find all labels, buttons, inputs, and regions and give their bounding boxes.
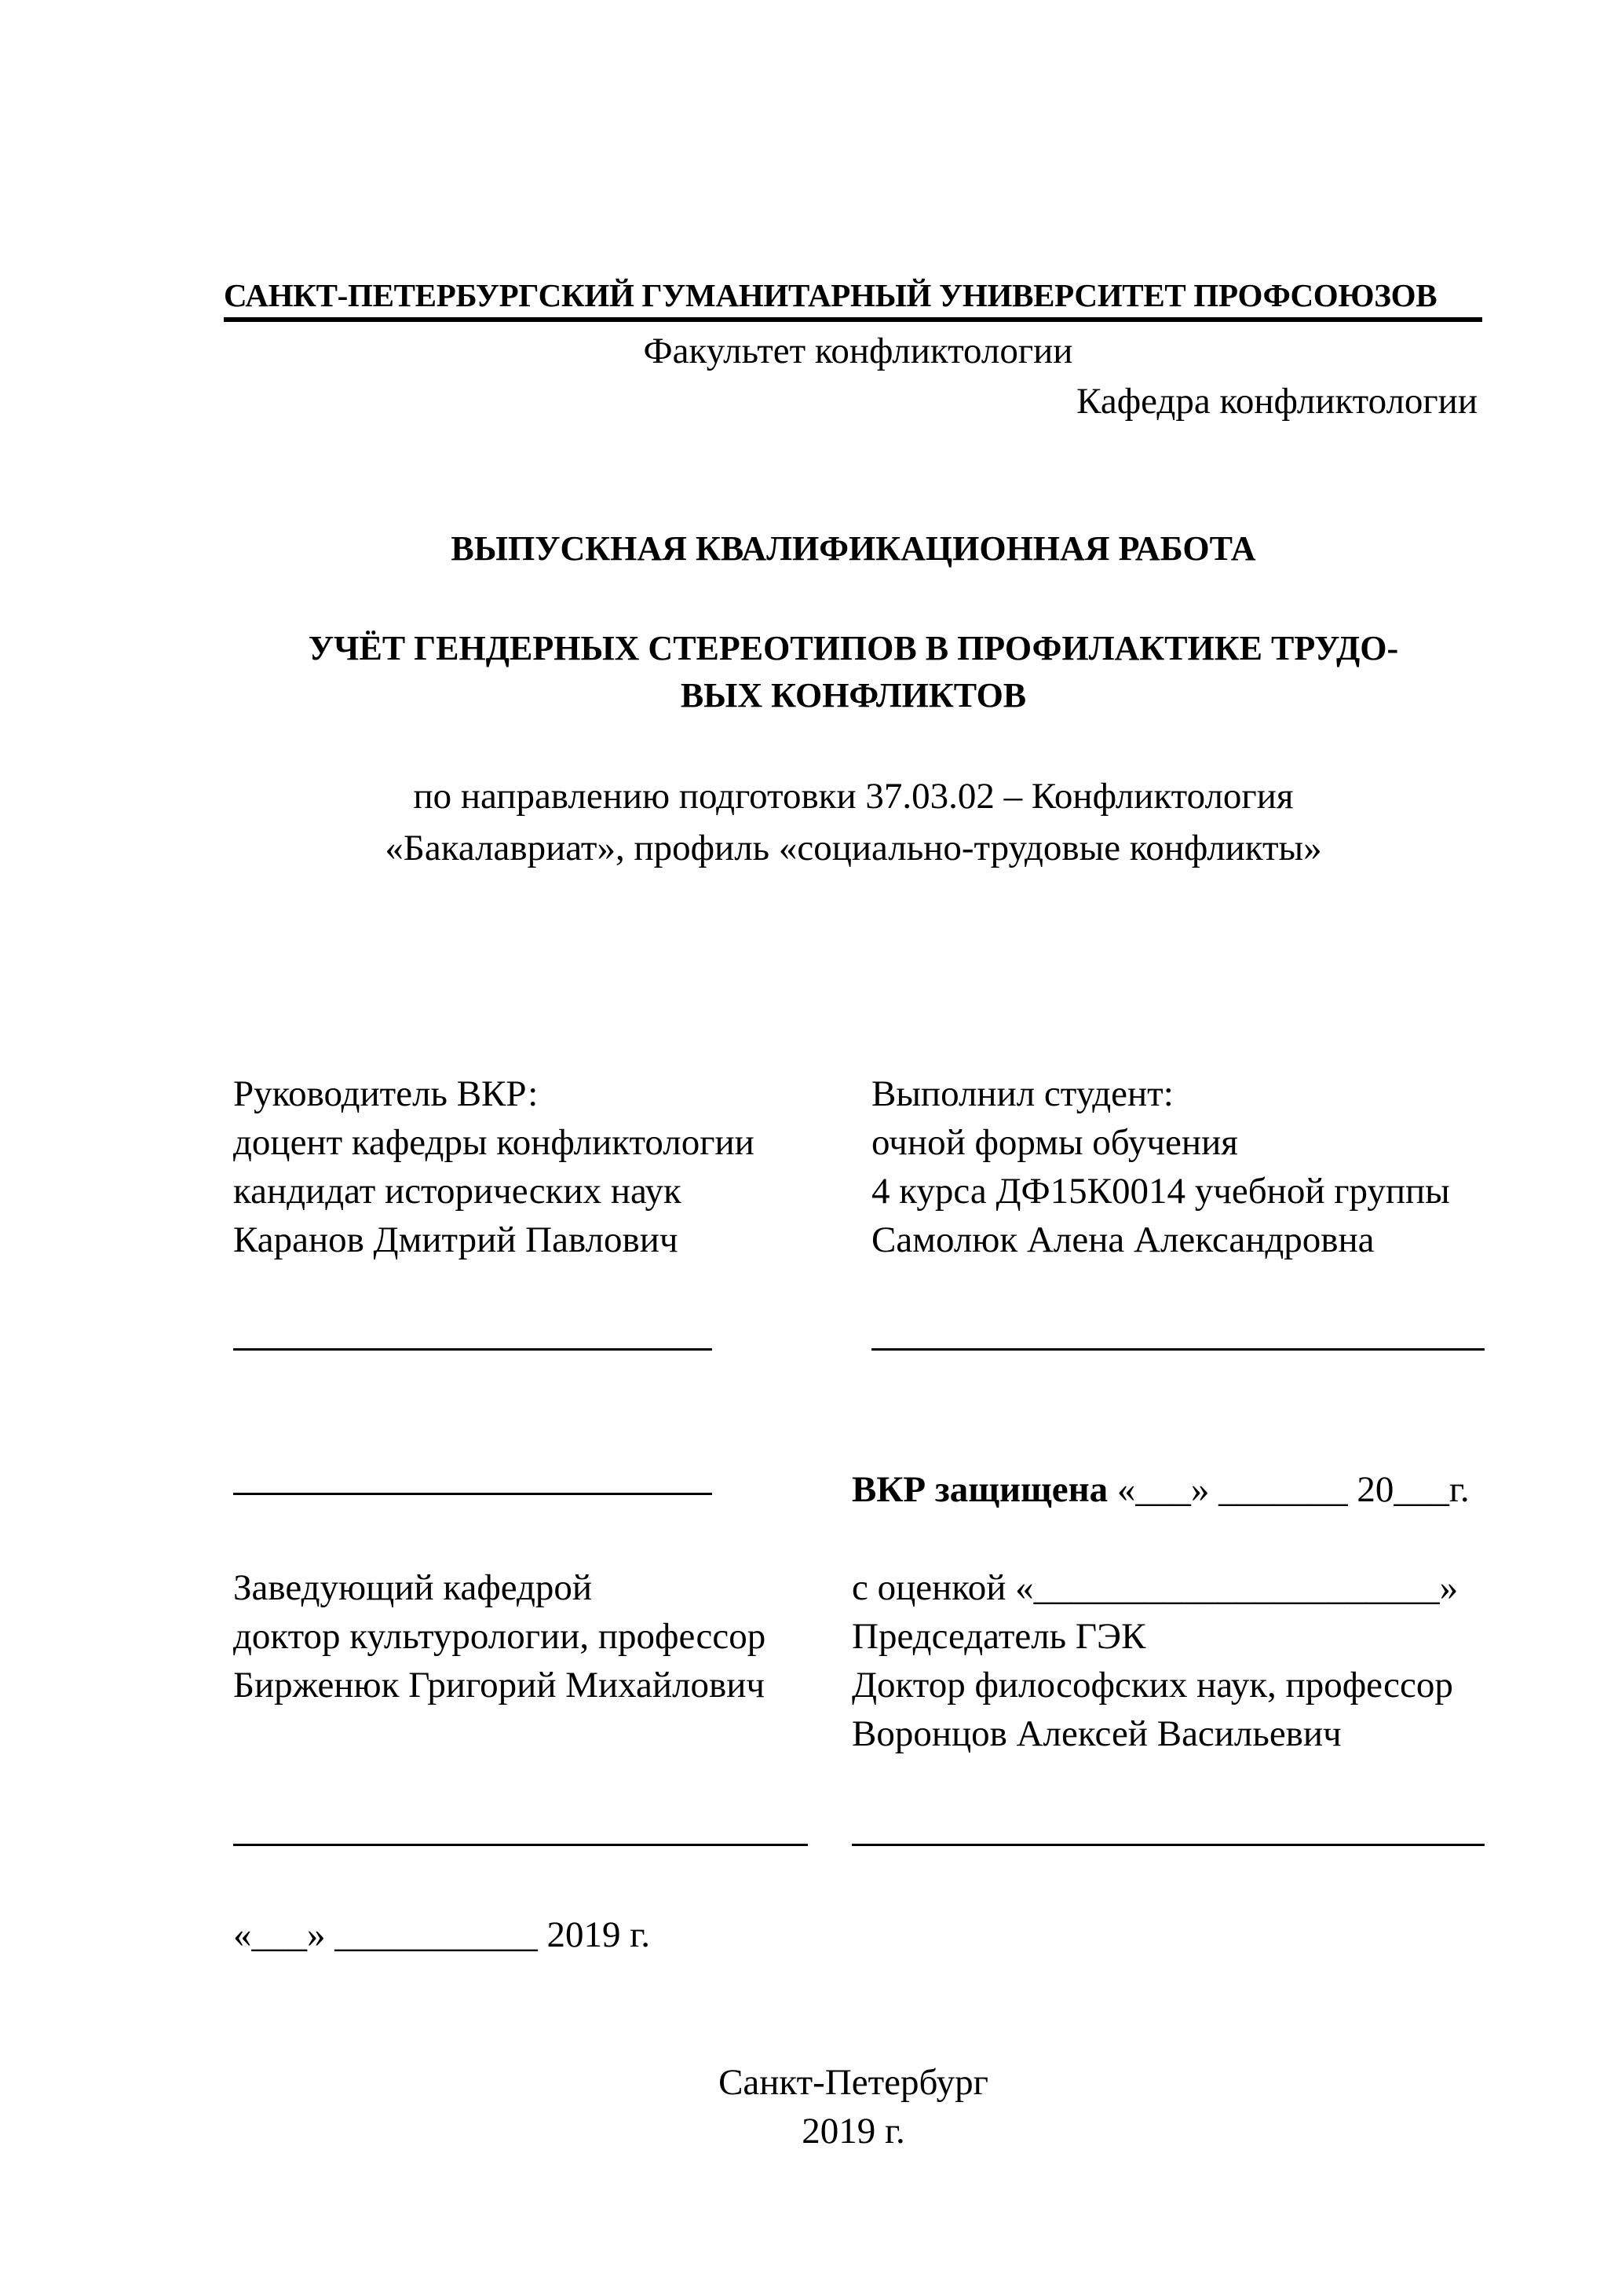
chair-label: Председатель ГЭК xyxy=(852,1616,1146,1657)
head-name: Бирженюк Григорий Михайлович xyxy=(233,1665,765,1706)
student-block xyxy=(871,1069,1450,1264)
document-type: ВЫПУСКНАЯ КВАЛИФИКАЦИОННАЯ РАБОТА xyxy=(451,529,1256,568)
chair-signature-line xyxy=(852,1844,1485,1846)
university-name: САНКТ-ПЕТЕРБУРГСКИЙ ГУМАНИТАРНЫЙ УНИВЕРСИТЕТ ПРОФСОЮЗОВ xyxy=(224,277,1438,313)
head-signature-line xyxy=(233,1844,808,1846)
supervisor-signature-line xyxy=(233,1348,712,1351)
head-degree: доктор культурологии, профессор xyxy=(233,1616,766,1657)
supervisor-name: Каранов Дмитрий Павлович xyxy=(233,1219,678,1260)
defense-date-blank: «___» _______ 20___г. xyxy=(1116,1469,1470,1510)
year: 2019 г. xyxy=(802,2111,905,2152)
grade-blank: с оценкой «______________________» xyxy=(852,1567,1459,1608)
direction-line-1: по направлению подготовки 37.03.02 – Конфликтология xyxy=(413,776,1294,817)
supervisor-degree: кандидат исторических наук xyxy=(233,1171,681,1212)
direction-line-2: «Бакалавриат», профиль «социально-трудовые конфликты» xyxy=(385,828,1322,868)
student-name: Самолюк Алена Александровна xyxy=(871,1219,1375,1260)
student-group: 4 курса ДФ15К0014 учебной группы xyxy=(871,1171,1450,1212)
chair-name: Воронцов Алексей Васильевич xyxy=(852,1713,1342,1754)
head-label: Заведующий кафедрой xyxy=(233,1567,593,1608)
department-name: Кафедра конфликтологии xyxy=(1076,381,1478,422)
header-divider xyxy=(224,317,1482,322)
head-block xyxy=(233,1563,765,1709)
head-date-line: «___» ___________ 2019 г. xyxy=(233,1914,650,1955)
supervisor-position: доцент кафедры конфликтологии xyxy=(233,1122,754,1163)
student-signature-line xyxy=(871,1348,1485,1351)
student-label: Выполнил студент: xyxy=(871,1073,1174,1114)
supervisor-block xyxy=(233,1069,754,1264)
topic-line-2: ВЫХ КОНФЛИКТОВ xyxy=(680,676,1027,715)
supervisor-date-line xyxy=(233,1493,712,1495)
topic-line-1: УЧЁТ ГЕНДЕРНЫХ СТЕРЕОТИПОВ В ПРОФИЛАКТИКЕ ТРУДО- xyxy=(308,629,1399,667)
defense-status xyxy=(852,1465,1470,1514)
chair-degree: Доктор философских наук, профессор xyxy=(852,1665,1453,1706)
commission-block xyxy=(852,1563,1458,1758)
supervisor-label: Руководитель ВКР: xyxy=(233,1073,539,1114)
faculty-name: Факультет конфликтологии xyxy=(643,331,1073,371)
student-form: очной формы обучения xyxy=(871,1122,1238,1163)
city: Санкт-Петербург xyxy=(718,2062,988,2103)
defense-label: ВКР защищена xyxy=(852,1469,1109,1510)
